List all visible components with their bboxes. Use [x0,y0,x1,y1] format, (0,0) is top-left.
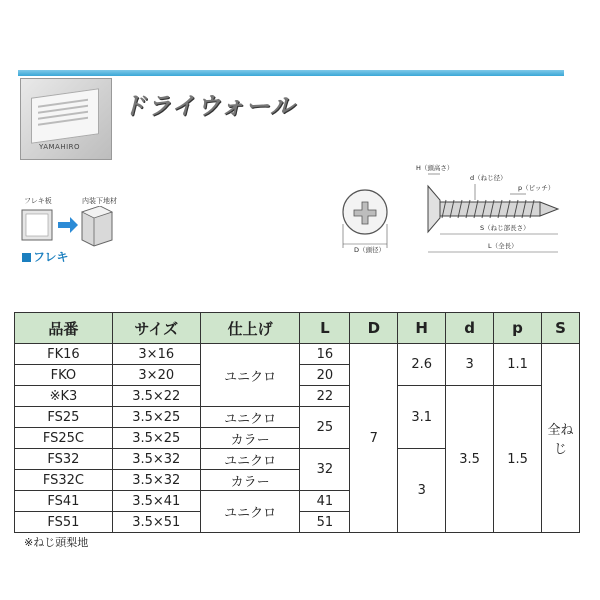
size-cell: 3×20 [112,365,200,386]
part-number-cell: ※K3 [15,386,113,407]
size-cell: 3.5×25 [112,407,200,428]
label-S: S（ねじ部長さ） [480,224,530,232]
product-box-image [20,78,112,160]
L-cell: 41 [300,491,350,512]
label-D: D（頭径） [354,246,386,254]
H-cell: 2.6 [398,344,446,386]
flake-legend-text: フレキ [33,250,69,264]
size-cell: 3.5×22 [112,386,200,407]
finish-cell: ユニクロ [200,407,300,428]
label-d: d（ねじ径） [470,174,507,182]
header-p: p [494,313,542,344]
finish-cell: ユニクロ [200,491,300,533]
header-size: サイズ [112,313,200,344]
header-finish: 仕上げ [200,313,300,344]
d-cell: 3 [446,344,494,386]
H-cell: 3 [398,449,446,533]
label-p: p（ピッチ） [518,184,555,192]
table-header-row [15,313,580,344]
label-H: H（頭高さ） [416,164,454,172]
footnote: ※ねじ頭梨地 [24,536,89,549]
finish-cell: カラー [200,428,300,449]
header-part-number: 品番 [15,313,113,344]
screw-dimension-drawing [320,160,570,265]
header-L: L [300,313,350,344]
L-cell: 20 [300,365,350,386]
size-cell: 3.5×25 [112,428,200,449]
size-cell: 3.5×41 [112,491,200,512]
header-S: S [542,313,580,344]
box-label-face [31,88,99,144]
label-L: L（全長） [488,242,518,250]
flake-legend [22,248,69,265]
part-number-cell: FKO [15,365,113,386]
part-number-cell: FS32 [15,449,113,470]
p-cell: 1.1 [494,344,542,386]
part-number-cell: FS41 [15,491,113,512]
finish-cell: ユニクロ [200,344,300,407]
L-cell: 22 [300,386,350,407]
flake-plate-label: フレキ板 [24,197,52,205]
brand-logo: YAMAHIRO [39,143,81,151]
finish-cell: ユニクロ [200,449,300,470]
page-title: ドライウォール [122,92,295,120]
legend-square-icon [22,253,31,262]
part-number-cell: FK16 [15,344,113,365]
L-cell: 51 [300,512,350,533]
S-cell: 全ねじ [542,344,580,533]
L-cell: 32 [300,449,350,491]
d-cell: 3.5 [446,386,494,533]
flake-board-figure [20,200,120,248]
H-cell: 3.1 [398,386,446,449]
spec-table [14,312,580,533]
part-number-cell: FS25C [15,428,113,449]
substrate-label: 内装下地材 [82,197,117,205]
size-cell: 3.5×32 [112,470,200,491]
L-cell: 25 [300,407,350,449]
header-D: D [350,313,398,344]
part-number-cell: FS25 [15,407,113,428]
size-cell: 3.5×51 [112,512,200,533]
finish-cell: カラー [200,470,300,491]
size-cell: 3×16 [112,344,200,365]
p-cell: 1.5 [494,386,542,533]
header-d: d [446,313,494,344]
part-number-cell: FS32C [15,470,113,491]
L-cell: 16 [300,344,350,365]
D-cell: 7 [350,344,398,533]
part-number-cell: FS51 [15,512,113,533]
header-rule [18,70,564,76]
size-cell: 3.5×32 [112,449,200,470]
header-H: H [398,313,446,344]
table-row [15,344,580,365]
